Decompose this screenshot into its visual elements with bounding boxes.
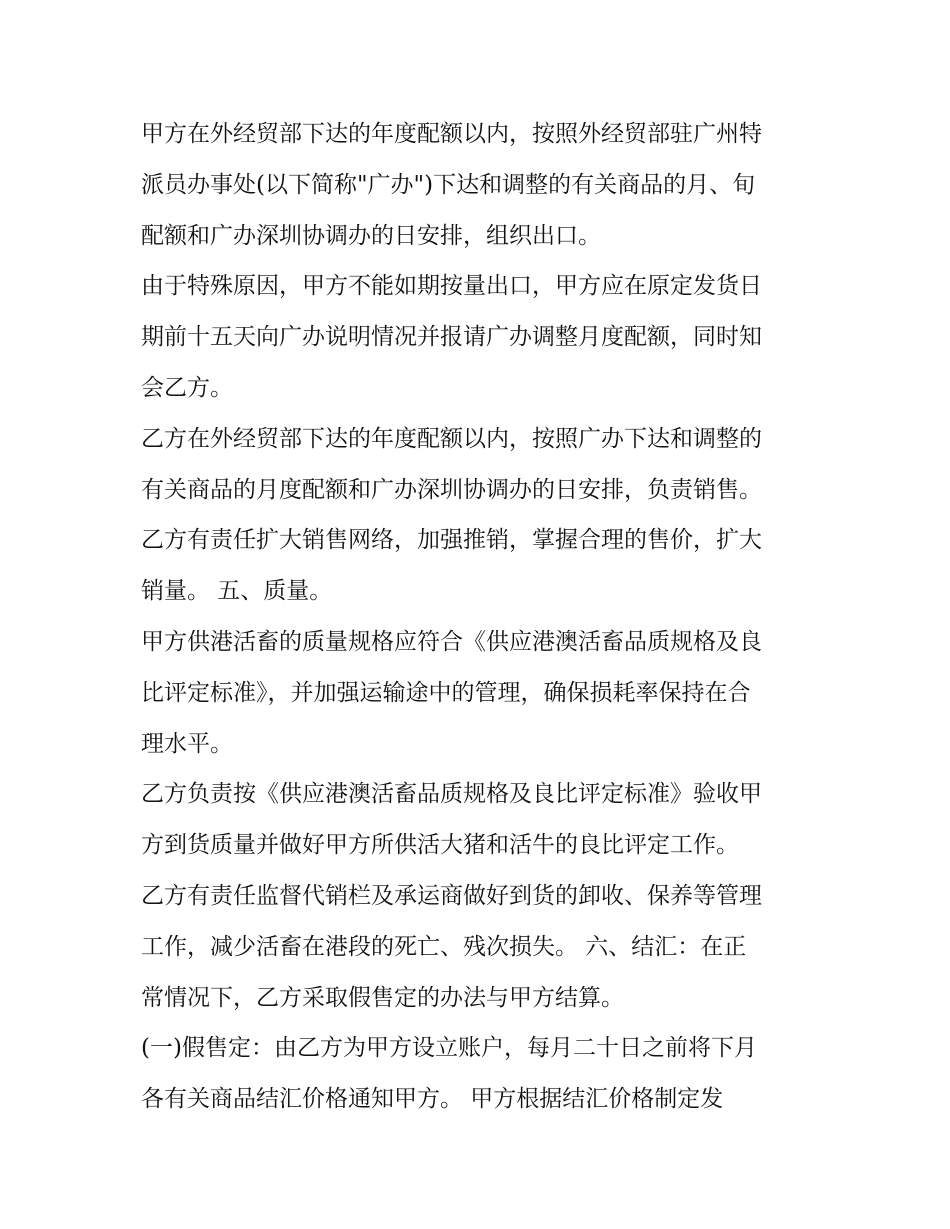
- text-line: 常情况下，乙方采取假售定的办法与甲方结算。: [141, 984, 624, 1011]
- text-line: (一)假售定：由乙方为甲方设立账户，每月二十日之前将下月: [141, 1035, 757, 1062]
- text-line: 会乙方。: [141, 374, 233, 401]
- text-line: 配额和广办深圳协调办的日安排，组织出口。: [141, 222, 601, 249]
- text-line: 甲方供港活畜的质量规格应符合《供应港澳活畜品质规格及良: [141, 628, 762, 655]
- text-line: 乙方在外经贸部下达的年度配额以内，按照广办下达和调整的: [141, 425, 762, 452]
- text-line: 工作，减少活畜在港段的死亡、残次损失。 六、结汇：在正: [141, 933, 747, 960]
- text-line: 理水平。: [141, 730, 233, 757]
- text-line: 甲方在外经贸部下达的年度配额以内，按照外经贸部驻广州特: [141, 121, 762, 147]
- document-body: [141, 109, 821, 1125]
- text-line: 销量。 五、质量。: [141, 578, 333, 605]
- text-line: 方到货质量并做好甲方所供活大猪和活牛的良比评定工作。: [141, 832, 739, 859]
- text-line: 乙方负责按《供应港澳活畜品质规格及良比评定标准》验收甲: [141, 781, 762, 808]
- text-line: 期前十五天向广办说明情况并报请广办调整月度配额，同时知: [141, 324, 762, 351]
- text-line: 乙方有责任扩大销售网络，加强推销，掌握合理的售价，扩大: [141, 527, 762, 554]
- text-line: 派员办事处(以下简称"广办")下达和调整的有关商品的月、旬: [141, 171, 756, 198]
- text-line: 比评定标准》，并加强运输途中的管理，确保损耗率保持在合: [141, 679, 751, 706]
- text-line: 各有关商品结汇价格通知甲方。 甲方根据结汇价格制定发: [141, 1086, 724, 1113]
- text-line: 有关商品的月度配额和广办深圳协调办的日安排，负责销售。: [141, 476, 762, 503]
- text-line: 乙方有责任监督代销栏及承运商做好到货的卸收、保养等管理: [141, 882, 762, 909]
- text-line: 由于特殊原因，甲方不能如期按量出口，甲方应在原定发货日: [141, 273, 762, 300]
